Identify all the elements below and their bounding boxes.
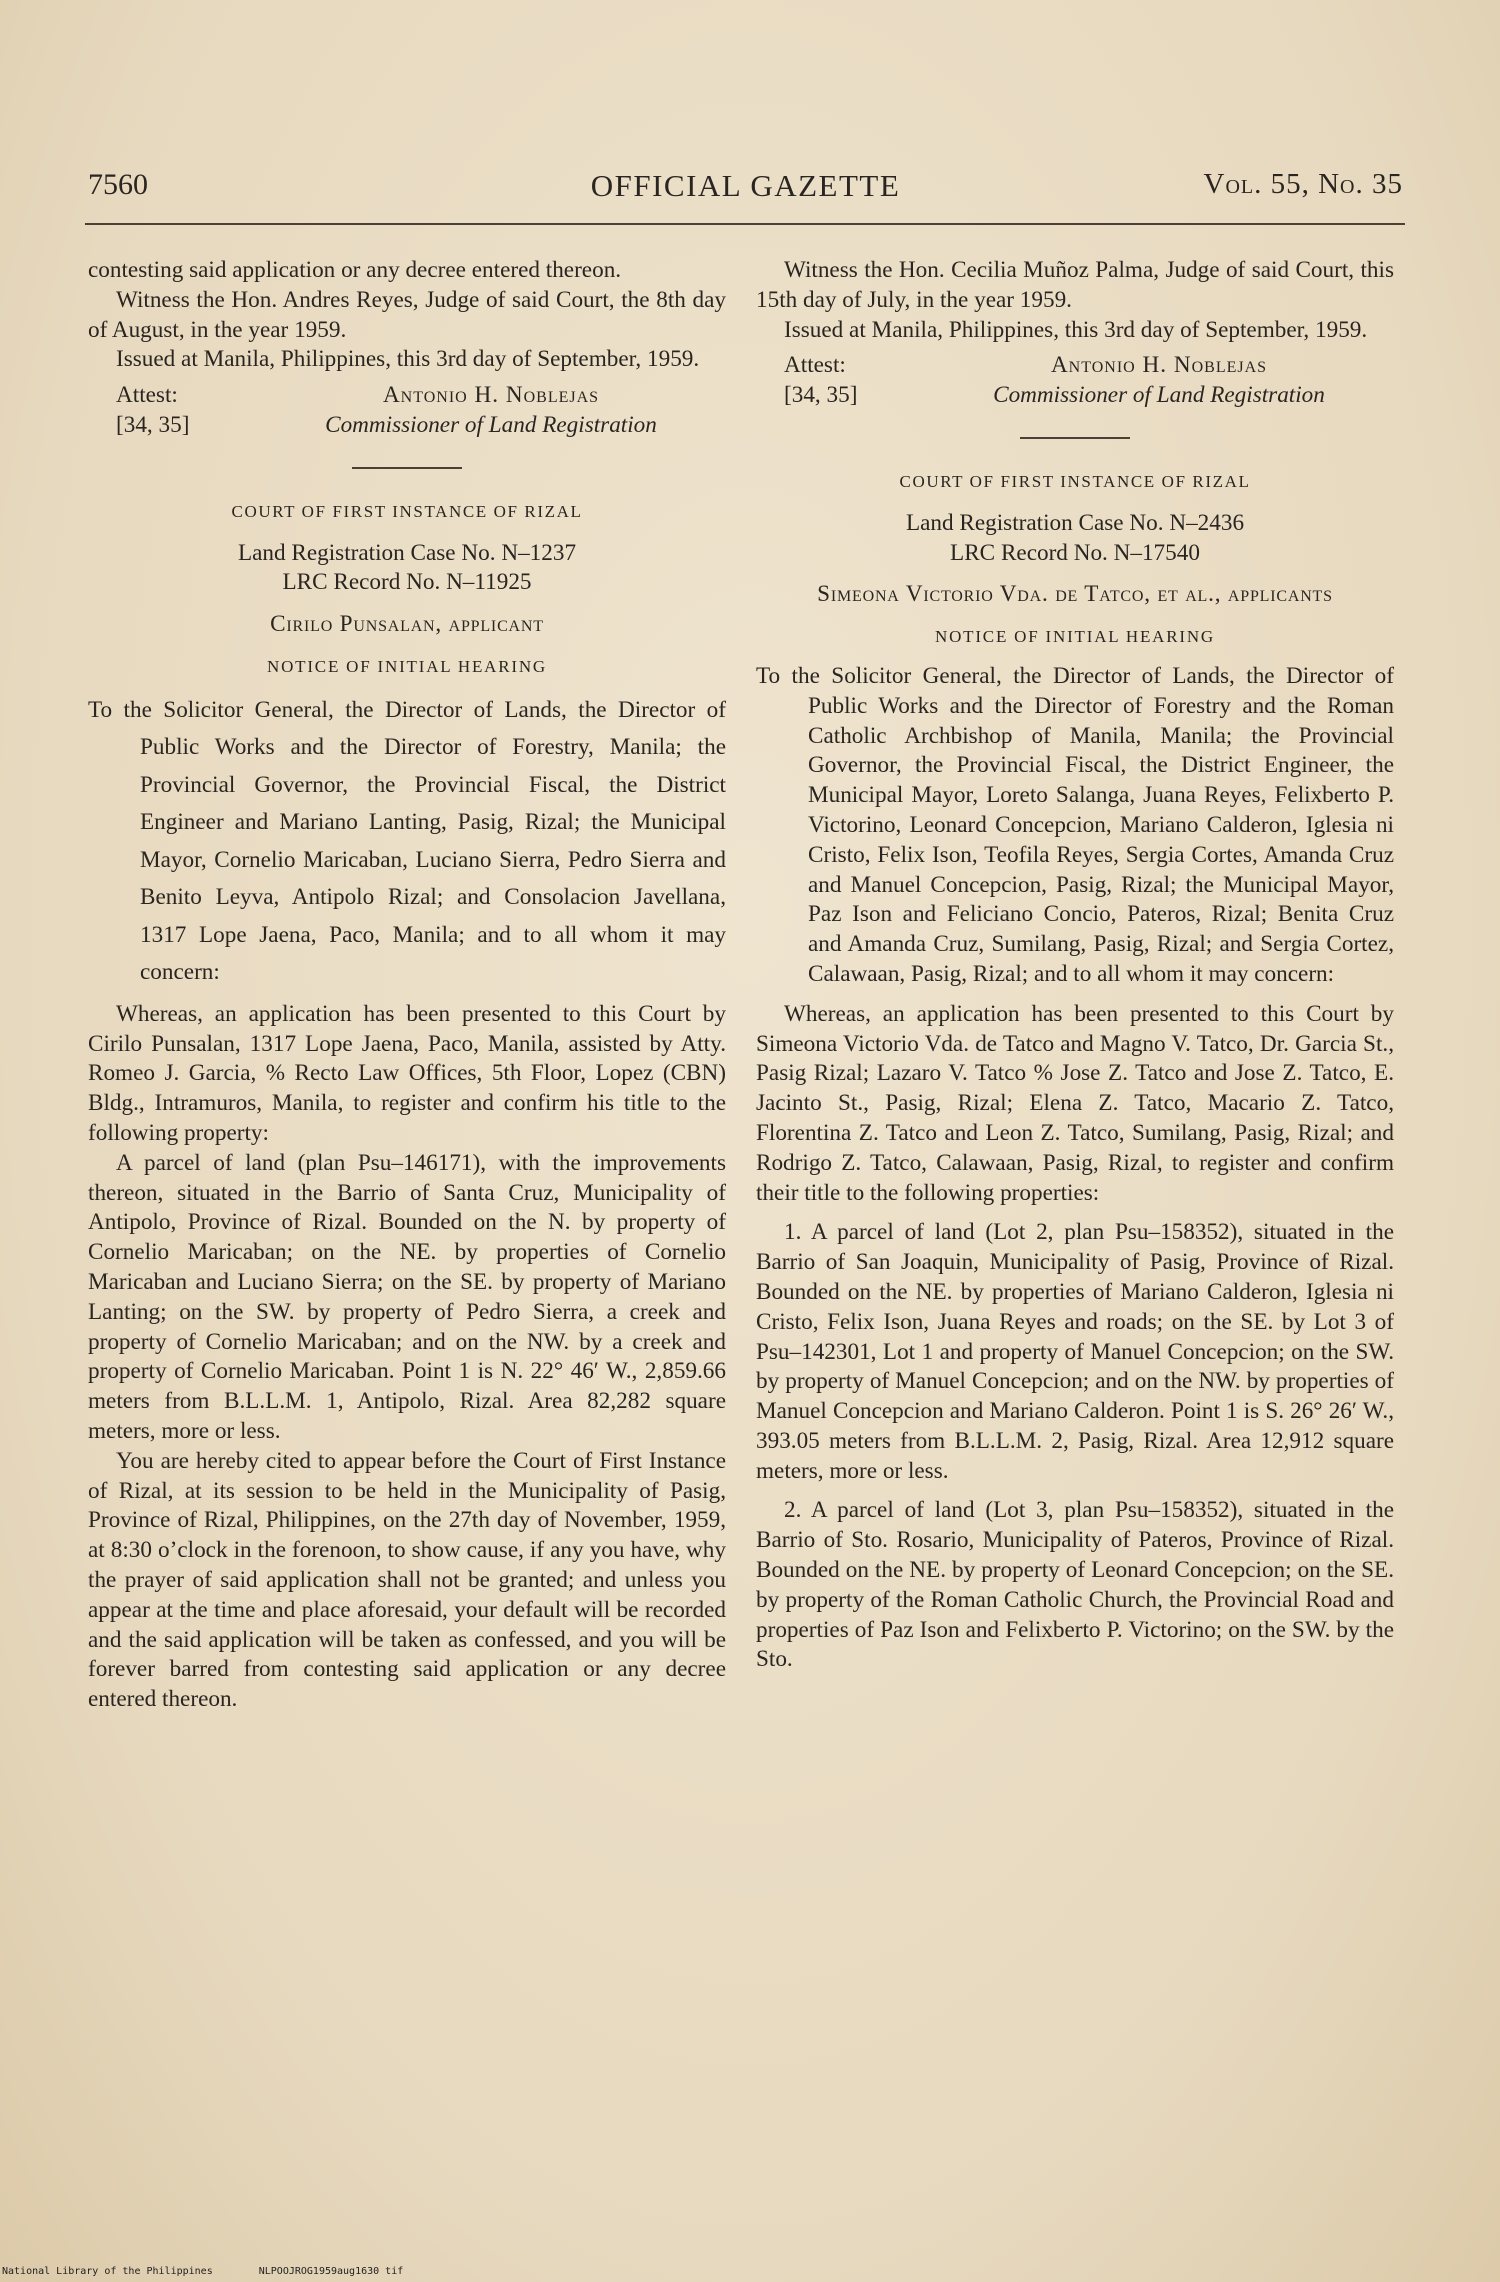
- right-applicant: Simeona Victorio Vda. de Tatco, et al., applicants: [817, 581, 1333, 608]
- page-header: [88, 168, 1403, 212]
- right-whereas: Whereas, an application has been presented to this Court by Simeona Victorio Vda. de Tatco and Magno V. Tatco, Dr. Garcia St., Pasig Rizal; Lazaro V. Tatco % Jose Z. Tatco and Jose Z. Tatco, E. Jacinto St., Pasig, Rizal; Elena Z. Tatco, Macario Z. Tatco, Florentina Z. Tatco and Leon Z. Tatco, Sumilang, Pasig, Rizal; and Rodrigo Z. Tatco, Calawaan, Pasig, Rizal, to register and confirm their title to the following properties:: [756, 1000, 1394, 1206]
- left-court-heading: COURT OF FIRST INSTANCE OF RIZAL: [231, 501, 583, 521]
- scan-footer: [2, 2266, 443, 2277]
- right-attest-ref: [34, 35]: [784, 382, 858, 409]
- left-addressees: To the Solicitor General, the Director of Lands, the Director of Public Works and the Director of Forestry, Manila; the Provincial Governor, the Provincial Fiscal, the District Engineer and Mariano Lanting, Pasig, Rizal; the Municipal Mayor, Cornelio Maricaban, Luciano Sierra, Pedro Sierra and Benito Leyva, Antipolo Rizal; and Consolacion Javellana, 1317 Lope Jaena, Paco, Manila; and to all whom it may concern:: [88, 696, 726, 986]
- publication-title: OFFICIAL GAZETTE: [590, 168, 901, 203]
- header-rule: [85, 223, 1405, 225]
- left-attest-label: Attest:: [116, 382, 178, 409]
- right-column: [756, 256, 1394, 1675]
- footer-file: NLPOOJROG1959aug1630 tif: [258, 2266, 404, 2277]
- footer-library: National Library of the Philippines: [2, 2266, 213, 2277]
- left-witness: Witness the Hon. Andres Reyes, Judge of said Court, the 8th day of August, in the year 1959.: [88, 286, 726, 343]
- right-separator: [1020, 437, 1130, 439]
- right-attest-name: Antonio H. Noblejas: [1050, 352, 1268, 379]
- left-record-line: LRC Record No. N–11925: [282, 569, 532, 596]
- left-whereas: Whereas, an application has been presented to this Court by Cirilo Punsalan, 1317 Lope Jaena, Paco, Manila, assisted by Atty. Romeo J. Garcia, % Recto Law Offices, 5th Floor, Lopez (CBN) Bldg., Intramuros, Manila, to register and confirm his title to the following property:: [88, 1000, 726, 1146]
- right-attest-label: Attest:: [784, 352, 846, 379]
- left-separator: [352, 467, 462, 469]
- right-notice-heading: NOTICE OF INITIAL HEARING: [935, 627, 1215, 647]
- left-column: [88, 256, 726, 1715]
- page-number: 7560: [88, 168, 148, 201]
- volume-number: Vol. 55, No. 35: [1203, 168, 1403, 200]
- right-case-line: Land Registration Case No. N–2436: [905, 509, 1245, 536]
- left-applicant: Cirilo Punsalan, applicant: [270, 611, 544, 638]
- left-attest: [88, 381, 726, 411]
- right-issued: Issued at Manila, Philippines, this 3rd day of September, 1959.: [784, 316, 1368, 343]
- left-attest-title: Commissioner of Land Registration: [325, 411, 657, 438]
- right-parcel-1: 1. A parcel of land (Lot 2, plan Psu–158352), situated in the Barrio of San Joaquin, Municipality of Pasig, Province of Rizal. Bounded on the NE. by properties of Mariano Calderon, Iglesia ni Cristo, Felix Ison, Juana Reyes and roads; on the SE. by Lot 3 of Psu–142301, Lot 1 and property of Manuel Concepcion; on the SW. by property of Manuel Concepcion; and on the NW. by properties of Manuel Concepcion and Mariano Calderon. Point 1 is S. 26° 26′ W., 393.05 meters from B.L.L.M. 2, Pasig, Rizal. Area 12,912 square meters, more or less.: [756, 1219, 1394, 1484]
- left-issued: Issued at Manila, Philippines, this 3rd day of September, 1959.: [116, 346, 700, 373]
- right-attest: [756, 351, 1394, 381]
- left-parcel: A parcel of land (plan Psu–146171), with the improvements thereon, situated in the Barrio of Santa Cruz, Municipality of Antipolo, Province of Rizal. Bounded on the N. by property of Cornelio Maricaban; on the NE. by properties of Cornelio Maricaban and Luciano Sierra; on the SE. by property of Mariano Lanting; on the SW. by property of Pedro Sierra, a creek and property of Cornelio Maricaban; and on the NW. by a creek and property of Cornelio Maricaban. Point 1 is N. 22° 46′ W., 2,859.66 meters from B.L.L.M. 1, Antipolo, Rizal. Area 82,282 square meters, more or less.: [88, 1149, 726, 1444]
- right-addressees: To the Solicitor General, the Director of Lands, the Director of Public Works and the Director of Forestry and the Roman Catholic Archbishop of Manila, Manila; the Provincial Governor, the Provincial Fiscal, the District Engineer, the Municipal Mayor, Loreto Salanga, Juana Reyes, Felixberto P. Victorino, Leonard Concepcion, Mariano Calderon, Iglesia ni Cristo, Felix Ison, Teofila Reyes, Sergia Cortes, Amanda Cruz and Manuel Concepcion, Pasig, Rizal; the Municipal Mayor, Paz Ison and Feliciano Concio, Pateros, Rizal; Benita Cruz and Amanda Cruz, Sumilang, Pasig, Rizal; and Sergia Cortez, Calawaan, Pasig, Rizal; and to all whom it may concern:: [756, 662, 1394, 987]
- left-cited: You are hereby cited to appear before the Court of First Instance of Rizal, at its session to be held in the Municipality of Pasig, Province of Rizal, Philippines, on the 27th day of November, 1959, at 8:30 o’clock in the forenoon, to show cause, if any you have, why the prayer of said application shall not be granted; and unless you appear at the time and place aforesaid, your default will be recorded and the said application will be taken as confessed, and you will be forever barred from contesting said application or any decree entered thereon.: [88, 1447, 726, 1713]
- left-intro-continuation: contesting said application or any decree entered thereon.: [88, 257, 622, 283]
- left-notice-heading: NOTICE OF INITIAL HEARING: [267, 656, 547, 676]
- right-court-heading: COURT OF FIRST INSTANCE OF RIZAL: [899, 471, 1251, 491]
- right-attest-title-row: [756, 381, 1394, 411]
- left-case-line: Land Registration Case No. N–1237: [237, 539, 577, 566]
- left-attest-ref: [34, 35]: [116, 411, 190, 438]
- left-attest-title-row: [88, 411, 726, 441]
- right-attest-title: Commissioner of Land Registration: [993, 382, 1325, 409]
- left-attest-name: Antonio H. Noblejas: [382, 382, 600, 409]
- right-record-line: LRC Record No. N–17540: [950, 539, 1200, 566]
- right-witness: Witness the Hon. Cecilia Muñoz Palma, Judge of said Court, this 15th day of July, in the year 1959.: [756, 257, 1394, 313]
- right-parcel-2: 2. A parcel of land (Lot 3, plan Psu–158352), situated in the Barrio of Sto. Rosario, Municipality of Pateros, Province of Rizal. Bounded on the NE. by property of Leonard Concepcion; on the SE. by property of the Roman Catholic Church, the Provincial Road and properties of Paz Ison and Felixberto P. Victorino; on the SW. by the Sto.: [756, 1497, 1394, 1673]
